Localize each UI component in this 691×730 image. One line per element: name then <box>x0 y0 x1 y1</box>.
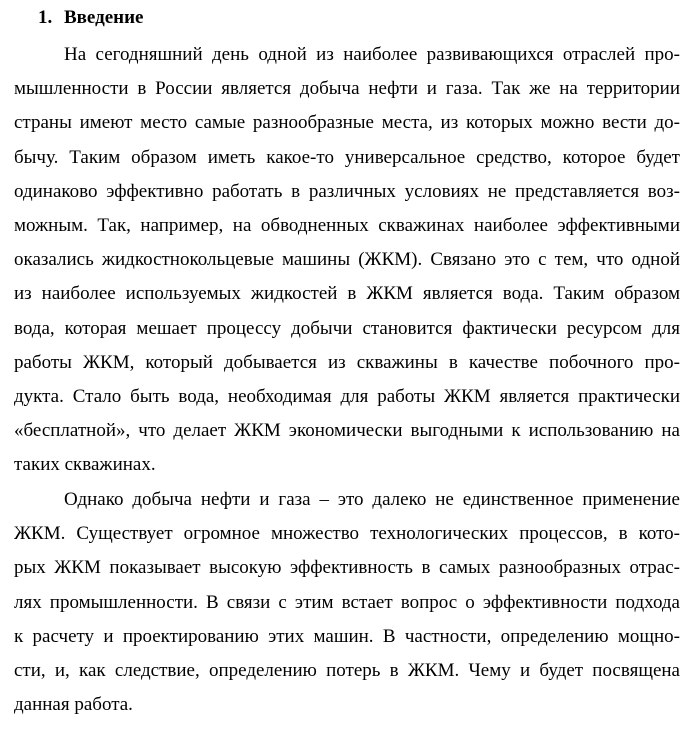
text-line: из наиболее используемых жидкостей в ЖКМ является вода. Таким образом <box>14 283 680 305</box>
text-line: Однако добыча нефти и газа – это далеко не единственное применение <box>64 489 680 510</box>
text-line: данная работа. <box>14 694 133 716</box>
section-number: 1. <box>38 7 53 28</box>
text-line: На сегодняшний день одной из наиболее развивающихся отраслей про- <box>64 44 680 65</box>
text-line: сти, и, как следствие, определению потерь в ЖКМ. Чему и будет посвящена <box>14 659 680 681</box>
section-title: Введение <box>64 7 144 28</box>
text-line: лях промышленности. В связи с этим встает вопрос о эффективности подхода <box>14 591 680 613</box>
text-line: таких скважинах. <box>14 454 156 476</box>
text-line: рых ЖКМ показывает высокую эффективность в самых разнообразных отрас- <box>14 557 680 579</box>
paragraph-1 <box>14 38 680 482</box>
section-heading <box>38 5 144 31</box>
paragraph-2 <box>14 483 680 722</box>
text-line: вода, которая мешает процессу добычи становится фактически ресурсом для <box>14 317 680 339</box>
text-line: ЖКМ. Существует огромное множество технологических процессов, в кото- <box>14 523 680 545</box>
text-line: работы ЖКМ, который добывается из скважины в качестве побочного про- <box>14 351 680 373</box>
text-line: бычу. Таким образом иметь какое-то универсальное средство, которое будет <box>14 146 680 168</box>
text-line: оказались жидкостнокольцевые машины (ЖКМ). Связано это с тем, что одной <box>14 249 680 271</box>
text-line: одинаково эффективно работать в различных условиях не представляется воз- <box>14 180 680 202</box>
text-line: дукта. Стало быть вода, необходимая для работы ЖКМ является практически <box>14 385 680 407</box>
text-line: мышленности в России является добыча нефти и газа. Так же на территории <box>14 78 680 100</box>
text-line: к расчету и проектированию этих машин. В частности, определению мощно- <box>14 625 680 647</box>
text-line: можным. Так, например, на обводненных скважинах наиболее эффективными <box>14 214 680 236</box>
text-line: страны имеют место самые разнообразные места, из которых можно вести до- <box>14 112 680 134</box>
text-line: «бесплатной», что делает ЖКМ экономически выгодными к использованию на <box>14 420 680 442</box>
